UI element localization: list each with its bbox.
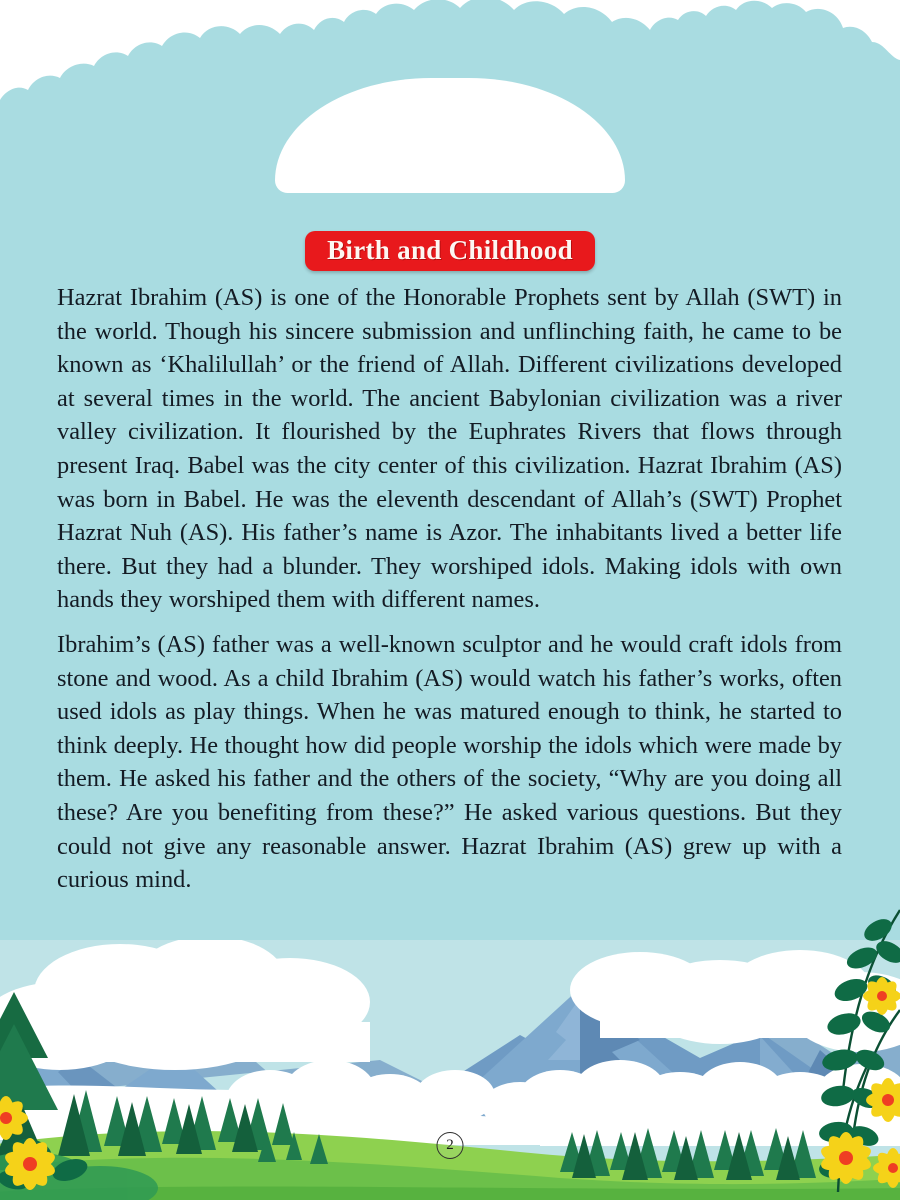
arch-dome-icon [275,78,625,193]
flower-cluster-left-icon [0,1030,120,1200]
section-title-text: Birth and Childhood [327,235,573,265]
paragraph: Hazrat Ibrahim (AS) is one of the Honorable Prophets sent by Allah (SWT) in the world. Though his sincere submission and unflinching faith, he came to be known as ‘Khalilullah’ or the friend of Allah. Different civilizations developed at several times in the world. The ancient Babylonian civilization was a river valley civilization. It flourished by the Euphrates Rivers that flows through present Iraq. Babel was the city center of this civilization. Hazrat Ibrahim (AS) was born in Babel. He was the eleventh descendant of Allah’s (SWT) Prophet Hazrat Nuh (AS). His father’s name is Azor. The inhabitants lived a better life there. But they had a blunder. They worshiped idols. Making idols with own hands they worshiped them with different names. [57,284,842,614]
body-text-container [57,281,842,897]
flower-branch-right-icon [750,900,900,1200]
page-number-text: 2 [446,1137,454,1153]
section-title-banner [305,231,595,271]
paragraph: Ibrahim’s (AS) father was a well-known sculptor and he would craft idols from stone and wood. As a child Ibrahim (AS) would watch his father’s works, often used idols as play things. When he was matured enough to think, he started to think deeply. He thought how did people worship the idols which were made by them. He asked his father and the others of the society, “Why are you doing all these? Are you benefiting from these?” He asked various questions. But they could not give any reasonable answer. Hazrat Ibrahim (AS) grew up with a curious mind. [57,630,842,894]
page-number-badge [437,1132,464,1159]
section-title-container [0,231,900,271]
